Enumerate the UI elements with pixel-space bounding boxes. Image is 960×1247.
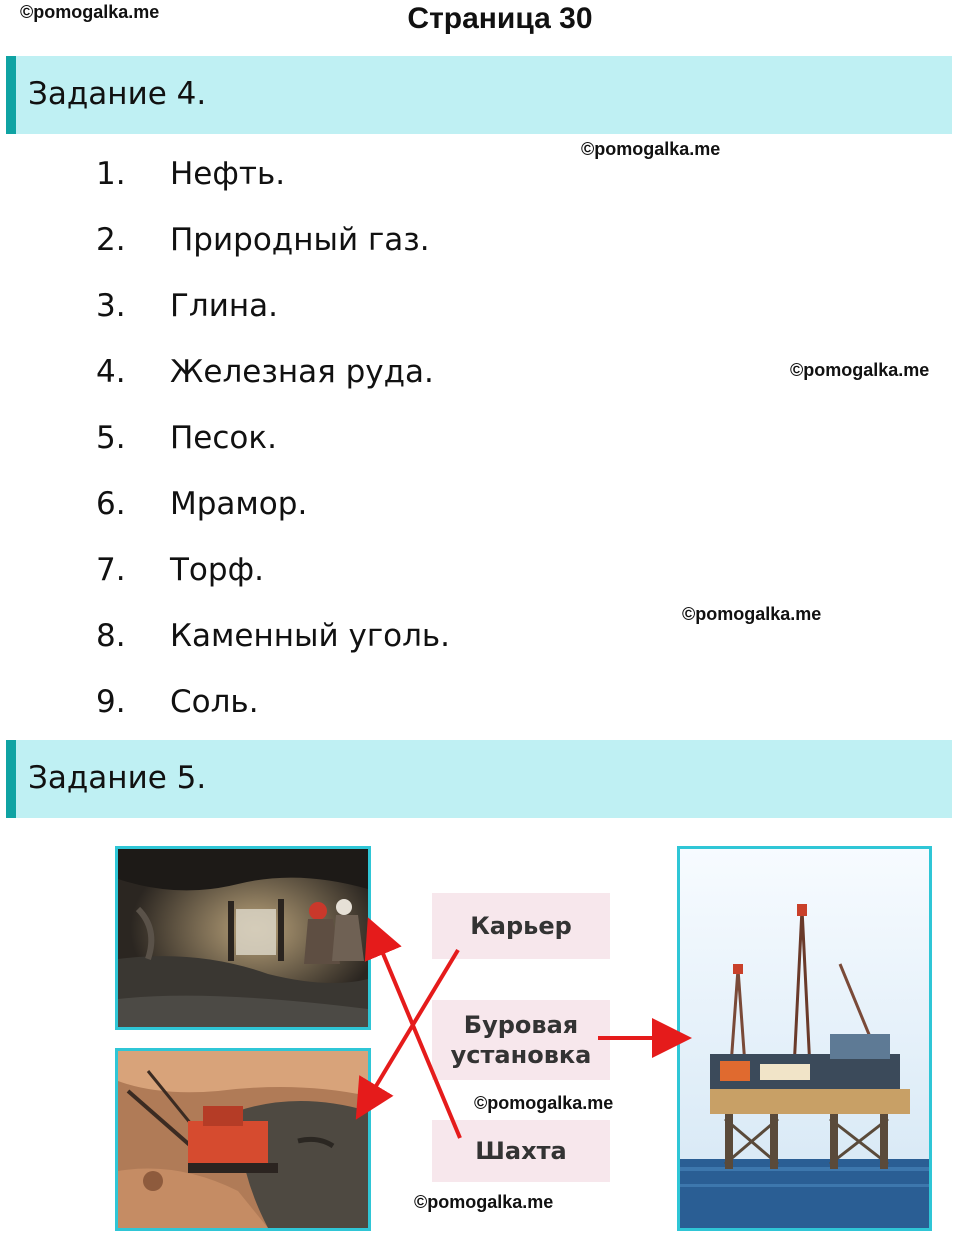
list-item-number: 8. <box>96 618 126 654</box>
list-item-number: 7. <box>96 552 126 588</box>
list-item-number: 2. <box>96 222 126 258</box>
list-item-text: Каменный уголь. <box>170 618 451 654</box>
list-item-number: 6. <box>96 486 126 522</box>
list-item-text: Природный газ. <box>170 222 430 258</box>
arrow-quarry-to-quarry-photo <box>364 950 458 1106</box>
list-item-text: Торф. <box>170 552 264 588</box>
task-5-title: Задание 5. <box>28 760 207 796</box>
list-item-text: Глина. <box>170 288 278 324</box>
label-quarry-text: Карьер <box>470 912 572 940</box>
list-item-number: 9. <box>96 684 126 720</box>
label-drilling-rig-line2: установка <box>450 1041 592 1069</box>
arrow-mine-to-mine-photo <box>374 932 460 1138</box>
list-item-number: 3. <box>96 288 126 324</box>
watermark: ©pomogalka.me <box>414 1192 554 1212</box>
list-item-text: Мрамор. <box>170 486 308 522</box>
list-item-number: 1. <box>96 156 126 192</box>
label-drilling-rig-line1: Буровая <box>463 1011 579 1039</box>
list-item-text: Песок. <box>170 420 277 456</box>
label-mine-text: Шахта <box>475 1137 567 1165</box>
watermark: ©pomogalka.me <box>20 2 160 22</box>
list-item-text: Железная руда. <box>170 354 434 390</box>
watermark: ©pomogalka.me <box>474 1093 614 1113</box>
watermark: ©pomogalka.me <box>682 604 822 624</box>
page-title: Страница 30 <box>407 2 593 35</box>
task-4-title: Задание 4. <box>28 76 207 112</box>
watermark: ©pomogalka.me <box>581 139 721 159</box>
watermark: ©pomogalka.me <box>790 360 930 380</box>
list-item-text: Соль. <box>170 684 259 720</box>
list-item-number: 5. <box>96 420 126 456</box>
list-item-text: Нефть. <box>170 156 286 192</box>
list-item-number: 4. <box>96 354 126 390</box>
